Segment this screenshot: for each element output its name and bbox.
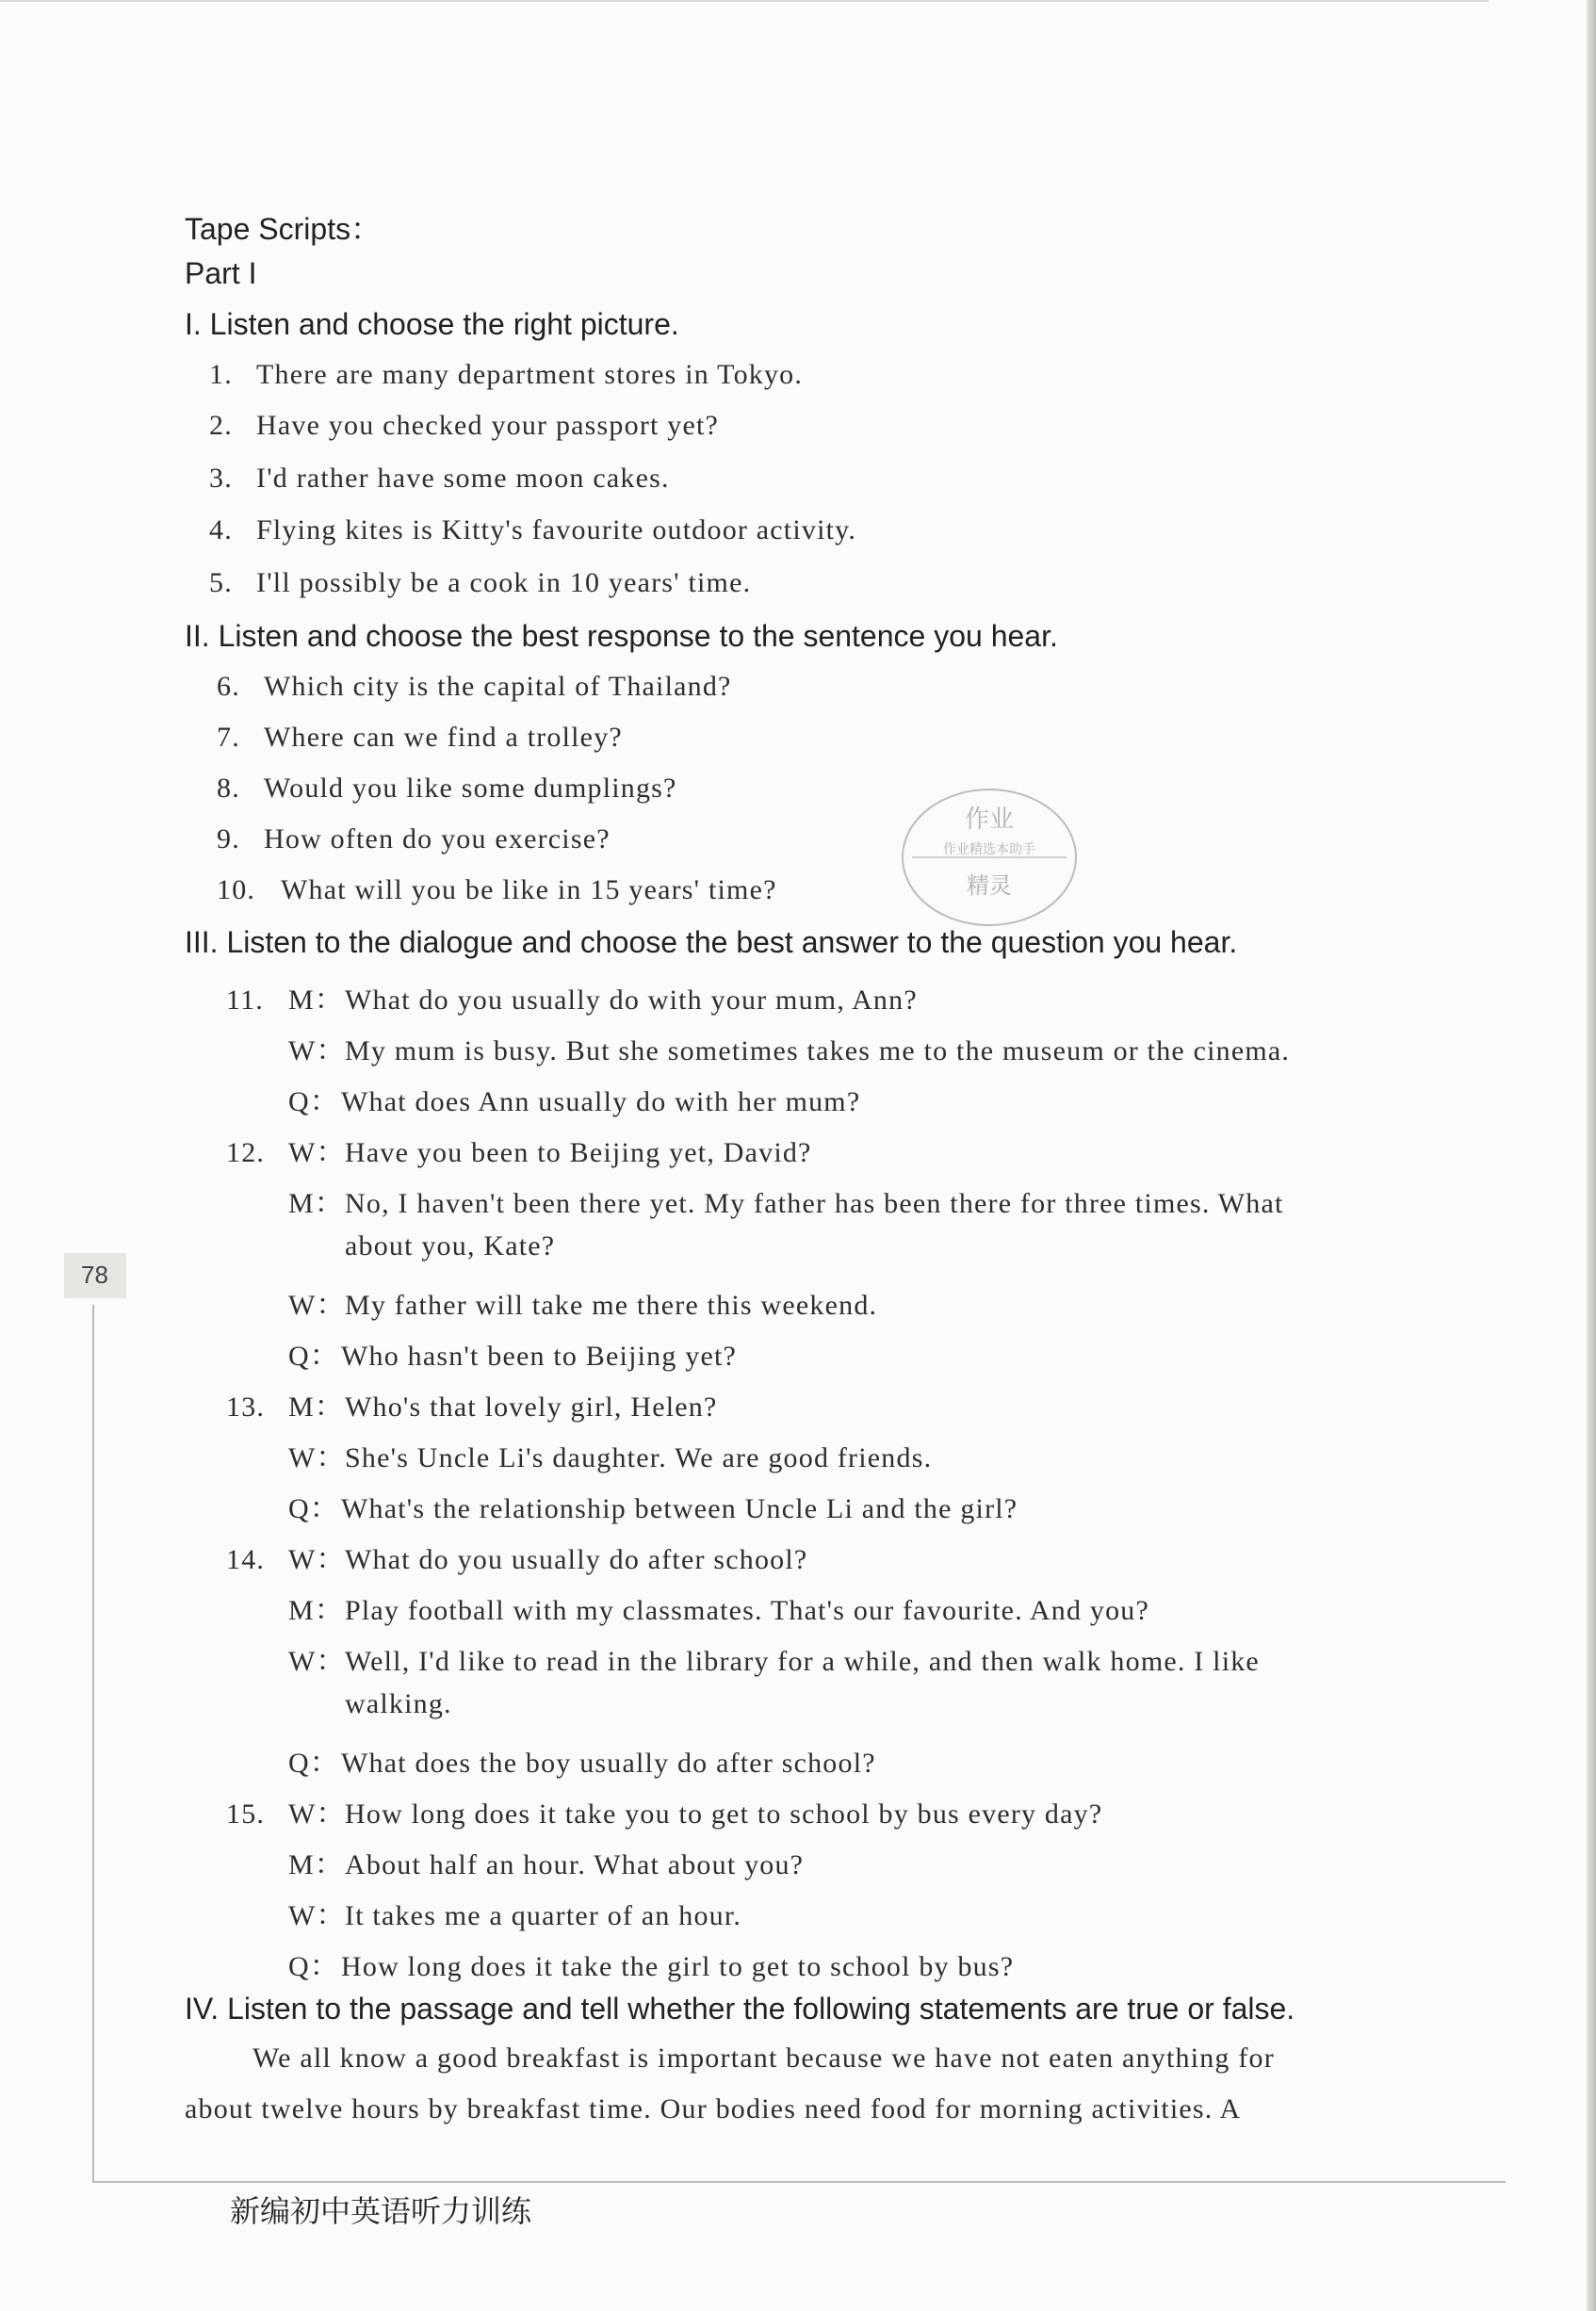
page-number: 78 bbox=[81, 1261, 108, 1289]
section-1-heading: I. Listen and choose the right picture. bbox=[185, 307, 679, 341]
list-item: 1. There are many department stores in Tokyo. bbox=[209, 359, 804, 390]
dialogue-line: M：No, I haven't been there yet. My father has been there for three times. What bbox=[288, 1188, 1284, 1219]
page-edge-shadow bbox=[1587, 0, 1596, 2311]
margin-rule-horizontal bbox=[92, 2181, 1506, 2183]
passage-line: about twelve hours by breakfast time. Our bodies need food for morning activities. A bbox=[185, 2093, 1242, 2124]
list-item: 6. Which city is the capital of Thailand? bbox=[217, 671, 732, 702]
stamp-watermark bbox=[895, 782, 1083, 933]
list-item: 4. Flying kites is Kitty's favourite outdoor activity. bbox=[209, 514, 857, 545]
dialogue-line: Q：Who hasn't been to Beijing yet? bbox=[288, 1341, 738, 1372]
list-item: 9. How often do you exercise? bbox=[217, 823, 611, 854]
dialogue-line: 13. M：Who's that lovely girl, Helen? bbox=[226, 1391, 718, 1423]
section-3-heading: III. Listen to the dialogue and choose the best answer to the question you hear. bbox=[185, 925, 1238, 959]
stamp-middle-text: 作业精选本助手 bbox=[943, 842, 1035, 857]
section-2-heading: II. Listen and choose the best response to the sentence you hear. bbox=[185, 619, 1058, 653]
dialogue-line: Q：What does Ann usually do with her mum? bbox=[288, 1086, 861, 1117]
page-title: Tape Scripts： bbox=[185, 212, 382, 246]
section-4-heading: IV. Listen to the passage and tell whether the following statements are true or false. bbox=[185, 1992, 1295, 2026]
dialogue-line: Q：What's the relationship between Uncle Li and the girl? bbox=[288, 1493, 1018, 1524]
dialogue-line: Q：How long does it take the girl to get to school by bus? bbox=[288, 1951, 1015, 1982]
dialogue-line-continued: walking. bbox=[345, 1688, 452, 1719]
dialogue-line: W：My mum is busy. But she sometimes takes me to the museum or the cinema. bbox=[288, 1035, 1291, 1066]
dialogue-line: 12. W：Have you been to Beijing yet, David? bbox=[226, 1137, 812, 1168]
list-item: 7. Where can we find a trolley? bbox=[217, 722, 623, 753]
dialogue-line: W：Well, I'd like to read in the library for a while, and then walk home. I like bbox=[288, 1646, 1260, 1677]
dialogue-line: M：Play football with my classmates. That's our favourite. And you? bbox=[288, 1595, 1150, 1626]
book-title-footer: 新编初中英语听力训练 bbox=[230, 2193, 532, 2229]
dialogue-line: M：About half an hour. What about you? bbox=[288, 1849, 805, 1880]
list-item: 5. I'll possibly be a cook in 10 years' time. bbox=[209, 567, 752, 598]
list-item: 2. Have you checked your passport yet? bbox=[209, 410, 720, 441]
dialogue-line: 14. W：What do you usually do after school? bbox=[226, 1544, 808, 1575]
part-label: Part I bbox=[185, 256, 257, 290]
dialogue-line: W：She's Uncle Li's daughter. We are good friends. bbox=[288, 1442, 933, 1473]
dialogue-line: W：It takes me a quarter of an hour. bbox=[288, 1900, 742, 1931]
top-edge-rule bbox=[0, 0, 1489, 2]
dialogue-line: W：My father will take me there this weekend. bbox=[288, 1290, 878, 1321]
list-item: 10. What will you be like in 15 years' time? bbox=[217, 874, 777, 905]
dialogue-line-continued: about you, Kate? bbox=[345, 1230, 556, 1261]
stamp-bottom-text: 精灵 bbox=[967, 872, 1012, 899]
dialogue-line: 15. W：How long does it take you to get to school by bus every day? bbox=[226, 1798, 1103, 1830]
passage-line: We all know a good breakfast is important because we have not eaten anything for bbox=[252, 2042, 1275, 2074]
stamp-top-text: 作业 bbox=[964, 806, 1015, 834]
margin-rule-vertical bbox=[92, 1305, 94, 2181]
list-item: 8. Would you like some dumplings? bbox=[217, 773, 677, 804]
list-item: 3. I'd rather have some moon cakes. bbox=[209, 463, 670, 494]
dialogue-line: Q：What does the boy usually do after school? bbox=[288, 1748, 876, 1779]
dialogue-line: 11. M：What do you usually do with your mum, Ann? bbox=[226, 985, 918, 1016]
